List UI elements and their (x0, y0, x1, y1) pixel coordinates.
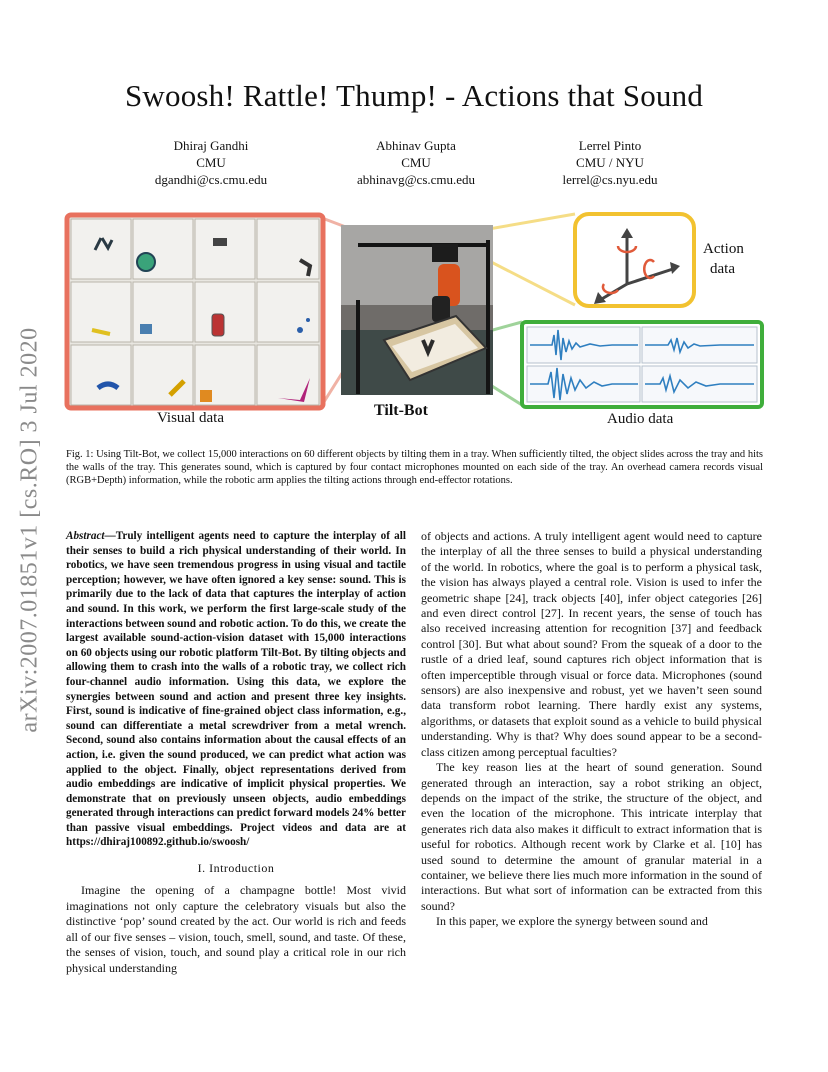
author-name: Lerrel Pinto (578, 138, 642, 153)
audio-data-box (522, 322, 762, 407)
abstract-text: —Truly intelligent agents need to capture the interplay of all their senses to build a rich physical understanding of their world. In robotics, we have seen tremendous progress in using visual and tactile perception; however, we have often ignored a key sense: sound. This is primarily due to the lack of data that captures the interplay of action and sound. In this work, we perform the first large-scale study of the interactions between sound and robotic action. To do this, we create the largest available sound-action-vision dataset with 15,000 interactions on 60 objects using our robotic platform Tilt-Bot. By tilting objects and allowing them to crash into the walls of a robotic tray, we collect rich four-channel audio information. Using this data, we explore the synergies between sound and action and present three key insights. First, sound is indicative of fine-grained object class information, e.g., sound can differentiate a metal screwdriver from a metal wrench. Second, sound also contains information about the causal effects of an action, i.e. given the sound produced, we can predict what action was applied to the object. Finally, object representations derived from audio embeddings are indicative of implicit physical properties. We demonstrate that on previously unseen objects, audio embeddings generated through interactions can predict forward models 24% better than passive visual embeddings. Project videos and data are at https://dhiraj100892.github.io/swoosh/ (66, 530, 406, 849)
intro-paragraph-2: The key reason lies at the heart of sound generation. Sound generated through an interaction, say a robot striking an object, depends on the impact of the strike, the structure of the object, and even the location of the microphone. This intricate interplay that generates rich data also makes it difficult to extract information that is useful for robotics. Although recent work by Clarke et al. [10] has used sound to determine the amount of granular material in a container, we believe there lies much more information in the sound of interactions. But what sort of information can be extracted from this sound? (421, 760, 762, 913)
figure-1 (0, 0, 828, 440)
intro-paragraph-1-continued: of objects and actions. A truly intelligent agent would need to capture the interplay of all the three senses to build a physical understanding of the world. In robotics, where the goal is to perform a physical task, the vision has always played a central role. Vision is used to infer the geometric shape [24], track objects [40], infer object categories [26] and even direct control [27]. In recent years, the sense of touch has also received increasing attention for recognition [37] and feedback control [30]. But what about sound? From the squeak of a door to the rustle of a dried leaf, sound captures rich object information that is often imperceptible through visual or force data. Microphones (sound sensors) are also inexpensive and robust, yet we haven’t seen sound data transform robot learning. There hardly exist any systems, algorithms, or datasets that exploit sound as a vehicle to build physical understanding. Why is that? Why does sound appear to be a second-class citizen among perceptual faculties? (421, 529, 762, 759)
author-email: lerrel@cs.nyu.edu (562, 172, 658, 187)
audio-data-label: Audio data (607, 411, 674, 427)
arxiv-id: arXiv:2007.01851v1 [cs.RO] 3 Jul 2020 (16, 327, 43, 733)
visual-data-image (67, 215, 323, 408)
intro-paragraph-3: In this paper, we explore the synergy between sound and (436, 914, 708, 929)
visual-data-label: Visual data (157, 410, 224, 426)
author-email: abhinavg@cs.cmu.edu (356, 172, 476, 187)
figure-caption: Fig. 1: Using Tilt-Bot, we collect 15,000 interactions on 60 different objects by tilting them in a tray. When sufficiently tilted, the object slides across the tray and hits the walls of the tray. This generates sound, which is captured by four contact microphones mounted on each side of the tray. An overhead camera records visual (RGB+Depth) information, while the robotic arm applies the tilting actions through end-effector rotations. (66, 449, 763, 486)
left-column (66, 529, 406, 976)
author-email: dgandhi@cs.cmu.edu (154, 172, 268, 187)
author-name: Dhiraj Gandhi (173, 138, 249, 153)
abstract-label: Abstract (66, 530, 105, 542)
author-affiliation: CMU (196, 155, 226, 170)
author-affiliation: CMU / NYU (576, 155, 644, 170)
author-name: Abhinav Gupta (376, 138, 456, 153)
action-data-label-1: Action (703, 241, 744, 257)
abstract (66, 529, 406, 850)
action-data-box (575, 214, 694, 306)
section-heading: I. Introduction (197, 861, 275, 876)
paper-title: Swoosh! Rattle! Thump! - Actions that Sound (124, 78, 704, 113)
author-affiliation: CMU (401, 155, 431, 170)
intro-paragraph-1: Imagine the opening of a champagne bottle! Most vivid imaginations not only capture the celebratory visuals but also the distinctive ‘pop’ sound created by the act. Our world is rich and feeds all of our five senses – vision, touch, smell, sound, and taste. Of these, the senses of vision, touch, and sound play a critical role in our rich physical understanding (66, 883, 406, 975)
tilt-bot-label: Tilt-Bot (374, 402, 428, 419)
tilt-bot-photo (341, 225, 493, 395)
right-column (421, 529, 762, 930)
action-data-label-2: data (710, 261, 735, 277)
